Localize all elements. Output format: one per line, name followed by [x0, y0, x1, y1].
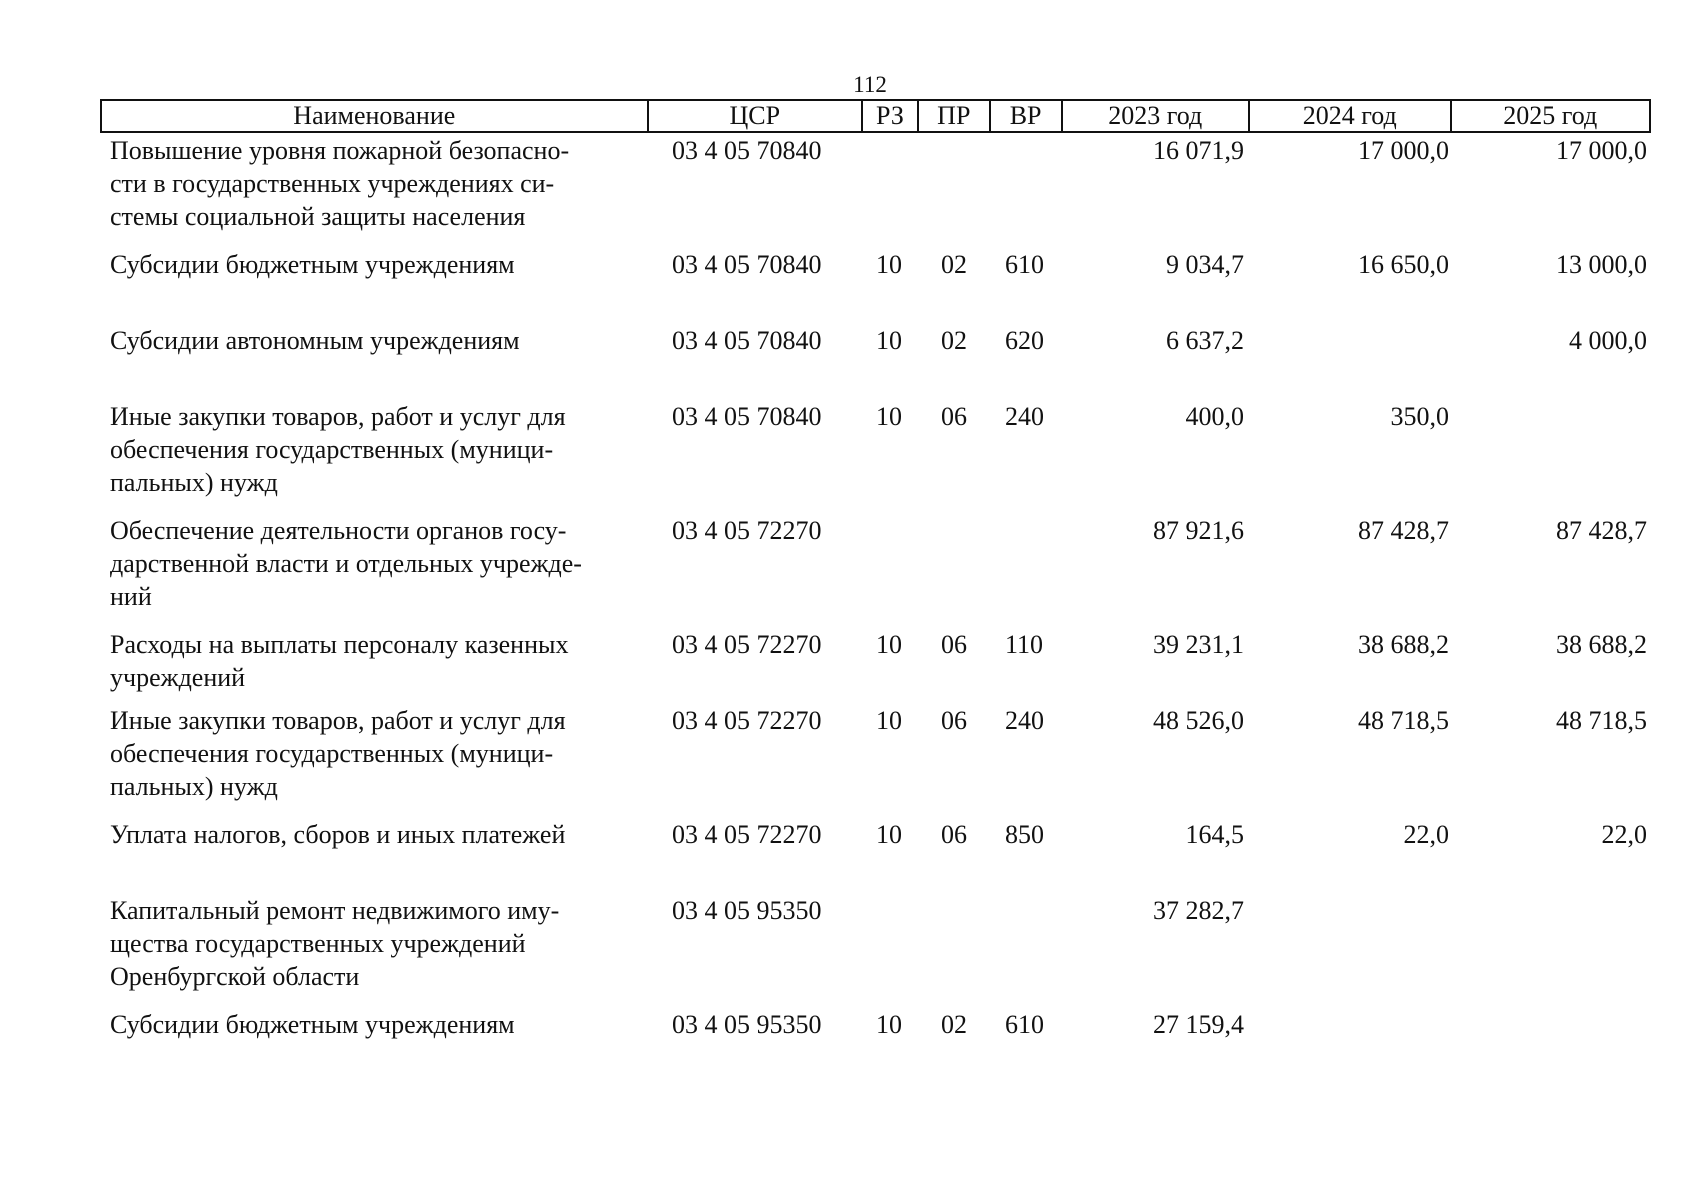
- row-name-line: обеспечения государственных (муници-: [110, 739, 554, 768]
- row-name-line: Субсидии бюджетным учреждениям: [110, 250, 515, 279]
- row-vr: 610: [1005, 250, 1044, 279]
- row-name: [110, 704, 630, 803]
- row-csr: 03 4 05 70840: [672, 136, 822, 165]
- row-value-2023: 6 637,2: [1166, 326, 1244, 355]
- row-value-2024: 22,0: [1403, 820, 1449, 849]
- row-value-2025: 48 718,5: [1556, 706, 1647, 735]
- row-vr: 110: [1005, 630, 1044, 659]
- row-rz: 10: [876, 706, 902, 735]
- row-name-line: Субсидии бюджетным учреждениям: [110, 1010, 515, 1039]
- table-header: [100, 99, 1651, 133]
- row-name-line: Обеспечение деятельности органов госу-: [110, 516, 567, 545]
- row-pr: 02: [941, 250, 967, 279]
- row-value-2025: 4 000,0: [1569, 326, 1647, 355]
- row-csr: 03 4 05 70840: [672, 250, 822, 279]
- row-name: [110, 324, 630, 357]
- row-name-line: Повышение уровня пожарной безопасно-: [110, 136, 570, 165]
- row-value-2023: 37 282,7: [1153, 896, 1244, 925]
- row-value-2025: 38 688,2: [1556, 630, 1647, 659]
- row-csr: 03 4 05 72270: [672, 706, 822, 735]
- row-value-2024: 350,0: [1390, 402, 1449, 431]
- header-2025: 2025 год: [1503, 101, 1598, 130]
- row-pr: 06: [941, 630, 967, 659]
- row-vr: 610: [1005, 1010, 1044, 1039]
- row-value-2025: 13 000,0: [1556, 250, 1647, 279]
- row-name-line: Иные закупки товаров, работ и услуг для: [110, 402, 566, 431]
- row-name-line: учреждений: [110, 663, 246, 692]
- row-value-2025: 87 428,7: [1556, 516, 1647, 545]
- row-value-2024: 87 428,7: [1358, 516, 1449, 545]
- row-value-2023: 400,0: [1185, 402, 1244, 431]
- row-name-line: Капитальный ремонт недвижимого иму-: [110, 896, 560, 925]
- row-name: [110, 894, 630, 993]
- row-vr: 850: [1005, 820, 1044, 849]
- row-value-2023: 164,5: [1185, 820, 1244, 849]
- row-csr: 03 4 05 70840: [672, 402, 822, 431]
- row-vr: 620: [1005, 326, 1044, 355]
- row-name: [110, 514, 630, 613]
- row-value-2023: 39 231,1: [1153, 630, 1244, 659]
- row-value-2025: 17 000,0: [1556, 136, 1647, 165]
- row-name-line: Расходы на выплаты персоналу казенных: [110, 630, 569, 659]
- row-name-line: пальных) нужд: [110, 468, 278, 497]
- header-name: Наименование: [102, 101, 649, 131]
- row-name-line: щества государственных учреждений: [110, 929, 526, 958]
- row-rz: 10: [876, 402, 902, 431]
- row-name: [110, 628, 630, 694]
- row-vr: 240: [1005, 706, 1044, 735]
- header-rz: РЗ: [863, 101, 919, 131]
- row-name-line: пальных) нужд: [110, 772, 278, 801]
- row-rz: 10: [876, 630, 902, 659]
- row-rz: 10: [876, 1010, 902, 1039]
- row-csr: 03 4 05 70840: [672, 326, 822, 355]
- row-pr: 02: [941, 1010, 967, 1039]
- row-csr: 03 4 05 95350: [672, 1010, 822, 1039]
- row-vr: 240: [1005, 402, 1044, 431]
- row-name: [110, 400, 630, 499]
- header-vr: ВР: [991, 101, 1063, 131]
- row-value-2023: 87 921,6: [1153, 516, 1244, 545]
- row-name: [110, 134, 630, 233]
- row-name-line: ний: [110, 582, 152, 611]
- row-value-2024: 17 000,0: [1358, 136, 1449, 165]
- row-name-line: Уплата налогов, сборов и иных платежей: [110, 820, 566, 849]
- row-name-line: сти в государственных учреждениях си-: [110, 169, 555, 198]
- header-2023: 2023 год: [1063, 101, 1251, 131]
- row-rz: 10: [876, 326, 902, 355]
- row-name-line: дарственной власти и отдельных учрежде-: [110, 549, 582, 578]
- row-name: [110, 248, 630, 281]
- row-csr: 03 4 05 95350: [672, 896, 822, 925]
- row-value-2023: 9 034,7: [1166, 250, 1244, 279]
- row-value-2024: 38 688,2: [1358, 630, 1449, 659]
- row-name-line: Иные закупки товаров, работ и услуг для: [110, 706, 566, 735]
- row-pr: 06: [941, 706, 967, 735]
- row-pr: 02: [941, 326, 967, 355]
- header-pr: ПР: [919, 101, 991, 131]
- row-pr: 06: [941, 820, 967, 849]
- row-value-2023: 27 159,4: [1153, 1010, 1244, 1039]
- row-pr: 06: [941, 402, 967, 431]
- page-number: 112: [853, 72, 887, 97]
- row-name-line: стемы социальной защиты населения: [110, 202, 526, 231]
- row-value-2024: 16 650,0: [1358, 250, 1449, 279]
- row-csr: 03 4 05 72270: [672, 516, 822, 545]
- row-value-2024: 48 718,5: [1358, 706, 1449, 735]
- row-value-2025: 22,0: [1601, 820, 1647, 849]
- row-name-line: Оренбургской области: [110, 962, 360, 991]
- row-name: [110, 1008, 630, 1041]
- row-rz: 10: [876, 820, 902, 849]
- row-rz: 10: [876, 250, 902, 279]
- row-value-2023: 16 071,9: [1153, 136, 1244, 165]
- row-name: [110, 818, 630, 851]
- header-2024: 2024 год: [1250, 101, 1451, 131]
- row-csr: 03 4 05 72270: [672, 820, 822, 849]
- row-csr: 03 4 05 72270: [672, 630, 822, 659]
- header-csr: ЦСР: [649, 101, 863, 131]
- row-name-line: Субсидии автономным учреждениям: [110, 326, 520, 355]
- row-value-2023: 48 526,0: [1153, 706, 1244, 735]
- row-name-line: обеспечения государственных (муници-: [110, 435, 554, 464]
